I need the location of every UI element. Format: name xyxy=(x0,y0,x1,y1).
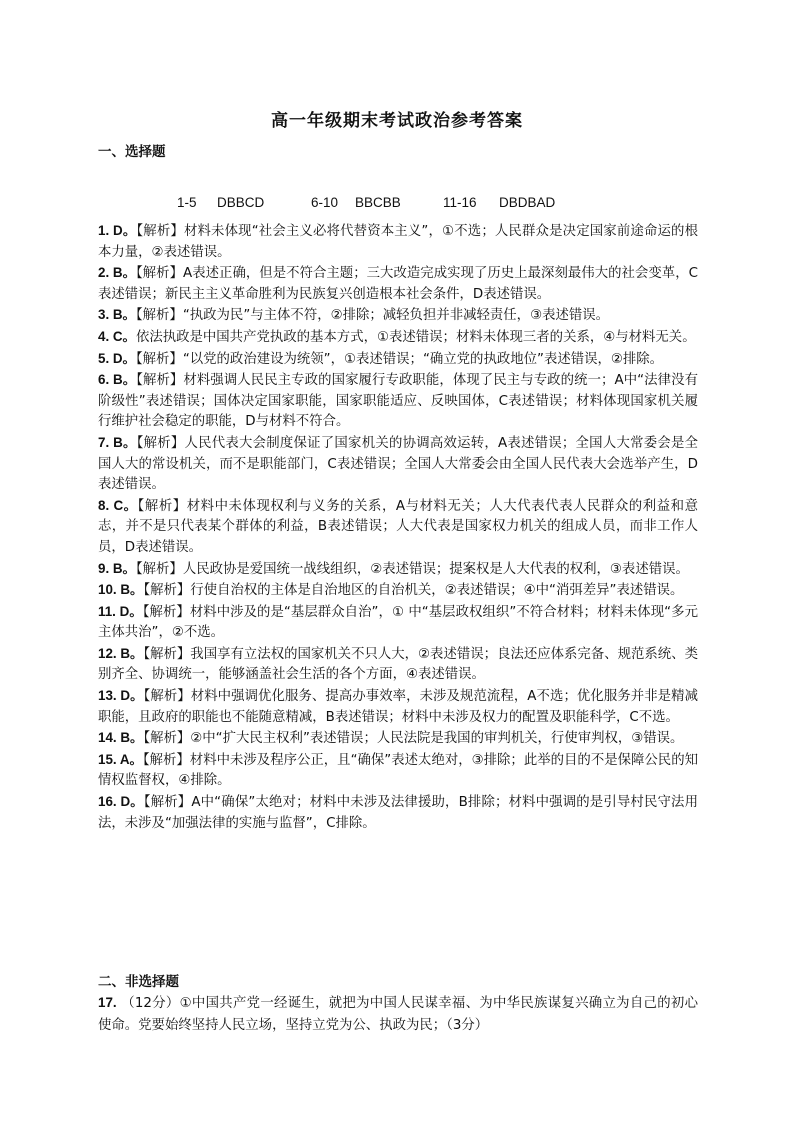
answer-item xyxy=(98,602,698,644)
answer-text: 【解析】“以党的政治建设为统领”，①表述错误；“确立党的执政地位”表述错误，②排除。 xyxy=(135,351,664,367)
answer-text: 依法执政是中国共产党执政的基本方式，①表述错误；材料未体现三者的关系，④与材料无关。 xyxy=(135,329,696,345)
answer-number: 1. D。 xyxy=(98,223,137,238)
answer-item xyxy=(98,349,698,371)
answer-number: 14. B。 xyxy=(98,730,144,746)
answer-number: 2. B。 xyxy=(98,265,137,281)
answer-key-summary xyxy=(162,180,555,225)
answer-number: 4. C。 xyxy=(98,328,136,344)
answer-number: 5. D。 xyxy=(98,350,136,366)
key-answers-3: DBDBAD xyxy=(499,195,556,210)
key-answers-2: BBCBB xyxy=(355,195,401,210)
answer-item xyxy=(98,305,698,327)
key-answers-1: DBBCD xyxy=(217,195,265,210)
answer-number: 17. xyxy=(98,995,117,1010)
answer-number: 6. B。 xyxy=(98,372,137,388)
answer-text: 【解析】材料中未涉及程序公正，且“确保”表述太绝对，③排除；此举的目的不是保障公民的知情权监督权，④排除。 xyxy=(98,752,698,789)
answer-item xyxy=(98,580,698,602)
answer-text: 【解析】“执政为民”与主体不符，②排除；减轻负担并非减轻责任，③表述错误。 xyxy=(135,308,610,324)
key-range-2: 6-10 xyxy=(311,195,339,210)
answer-number: 10. B。 xyxy=(98,582,144,598)
answer-item xyxy=(98,496,698,559)
answer-item xyxy=(98,221,698,263)
answer-number: 16. D。 xyxy=(98,794,144,810)
section-heading-choice: 一、选择题 xyxy=(98,144,166,160)
answer-item xyxy=(98,263,698,305)
answer-text: 【解析】材料强调人民民主专政的国家履行专政职能，体现了民主与专政的统一；A中“法律没有阶级性”表述错误；国体决定国家职能，国家职能适应、反映国体，C表述错误；材料体现国家机关履行维护社会稳定的职能，D与材料不符合。 xyxy=(98,373,698,430)
answer-text: 【解析】材料未体现“社会主义必将代替资本主义”，①不选；人民群众是决定国家前途命运的根本力量，②表述错误。 xyxy=(98,224,698,260)
answer-text: 【解析】人民政协是爱国统一战线组织，②表述错误；提案权是人大代表的权利，③表述错误。 xyxy=(135,561,689,577)
answer-item xyxy=(98,433,698,496)
answer-item xyxy=(98,792,698,834)
answer-number: 3. B。 xyxy=(98,307,136,323)
answer-text: （12分）①中国共产党一经诞生，就把为中国人民谋幸福、为中华民族谋复兴确立为自己的初心使命。党要始终坚持人民立场，坚持立党为公、执政为民；（3分） xyxy=(98,996,698,1033)
answer-number: 15. A。 xyxy=(98,751,143,767)
question-17-answer xyxy=(98,992,698,1037)
answer-item xyxy=(98,370,698,433)
answer-number: 11. D。 xyxy=(98,603,143,619)
answer-explanations xyxy=(98,221,698,834)
answer-item xyxy=(98,728,698,750)
section-heading-nonchoice: 二、非选择题 xyxy=(98,974,179,990)
answer-number: 12. B。 xyxy=(98,645,144,661)
answer-text: 【解析】人民代表大会制度保证了国家机关的协调高效运转，A表述错误；全国人大常委会是全国人大的常设机关，而不是职能部门，C表述错误；全国人大常委会由全国人民代表大会选举产生，D表述错误。 xyxy=(98,435,698,493)
answer-number: 7. B。 xyxy=(98,434,137,450)
answer-number: 13. D。 xyxy=(98,688,144,704)
answer-item xyxy=(98,644,698,686)
answer-text: 【解析】材料中未体现权利与义务的关系，A与材料无关；人大代表代表人民群众的利益和意志，并不是只代表某个群体的利益，B表述错误；人大代表是国家权力机关的组成人员，而非工作人员，D表述错误。 xyxy=(98,498,698,555)
key-range-1: 1-5 xyxy=(177,195,197,210)
answer-number: 9. B。 xyxy=(98,560,136,576)
answer-text: 【解析】材料中强调优化服务、提高办事效率，未涉及规范流程，A不选；优化服务并非是精减职能，且政府的职能也不能随意精减，B表述错误；材料中未涉及权力的配置及职能科学，C不选。 xyxy=(98,689,698,725)
answer-text: 【解析】我国享有立法权的国家机关不只人大，②表述错误；良法还应体系完备、规范系统、类别齐全、协调统一，能够涵盖社会生活的各个方面，④表述错误。 xyxy=(98,646,698,683)
answer-text: 【解析】材料中涉及的是“基层群众自治”，① 中“基层政权组织”不符合材料；材料未体现“多元主体共治”，②不选。 xyxy=(98,604,698,641)
key-range-3: 11-16 xyxy=(443,195,477,210)
answer-item xyxy=(98,327,698,349)
answer-text: 【解析】A表述正确，但是不符合主题；三大改造完成实现了历史上最深刻最伟大的社会变革，C表述错误；新民主主义革命胜利为民族复兴创造根本社会条件，D表述错误。 xyxy=(98,266,698,302)
answer-number: 8. C。 xyxy=(98,497,138,513)
answer-item xyxy=(98,559,698,581)
page-title: 高一年级期末考试政治参考答案 xyxy=(271,111,523,131)
answer-item xyxy=(98,750,698,792)
answer-text: 【解析】行使自治权的主体是自治地区的自治机关，②表述错误；④中“消弭差异”表述错误。 xyxy=(143,583,684,599)
answer-text: 【解析】②中“扩大民主权利”表述错误；人民法院是我国的审判机关，行使审判权，③错误。 xyxy=(143,731,684,747)
answer-item xyxy=(98,686,698,728)
answer-text: 【解析】A中“确保”太绝对；材料中未涉及法律援助，B排除；材料中强调的是引导村民守法用法，未涉及“加强法律的实施与监督”，C排除。 xyxy=(98,795,698,831)
